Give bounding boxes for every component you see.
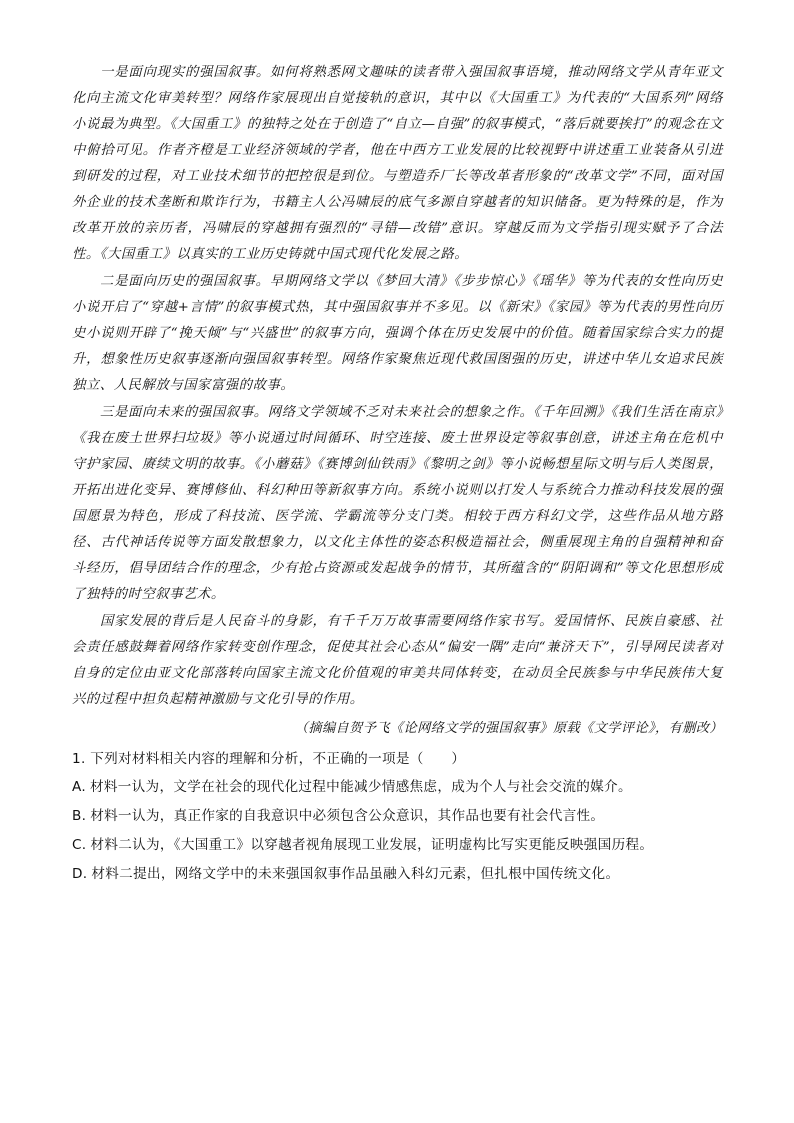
reading-passage: [72, 60, 723, 741]
question-block: [72, 745, 723, 889]
source-citation: （摘编自贺予飞《论网络文学的强国叙事》原载《文学评论》，有删改）: [294, 721, 723, 736]
option-a: [72, 773, 723, 802]
option-c: [72, 831, 723, 860]
option-d: [72, 860, 723, 889]
option-letter: C.: [72, 837, 87, 853]
option-letter: D.: [72, 866, 88, 882]
option-text: 材料二认为，《大国重工》以穿越者视角展现工业发展，证明虚构比写实更能反映强国历程。: [90, 837, 654, 853]
passage-paragraph-3: 三是面向未来的强国叙事。网络文学领域不乏对未来社会的想象之作。《千年回溯》《我们生活在南京》《我在废土世界扫垃圾》等小说通过时间循环、时空连接、废土世界设定等叙事创意，讲述主角在危机中守护家园、赓续文明的故事。《小蘑菇》《赛博剑仙铁雨》《黎明之剑》等小说畅想星际文明与后人类图景，开拓出进化变异、赛博修仙、科幻种田等新叙事方向。系统小说则以打发人与系统合力推动科技发展的强国愿景为特色，形成了科技流、医学流、学霸流等分支门类。相较于西方科幻文学，这些作品从地方路径、古代神话传说等方面发散想象力，以文化主体性的姿态积极造福社会，侧重展现主角的自强精神和奋斗经历，倡导团结合作的理念，少有抢占资源或发起战争的情节，其所蕴含的“阴阳调和”等文化思想形成了独特的时空叙事艺术。: [72, 405, 723, 602]
option-b: [72, 802, 723, 831]
option-letter: A.: [72, 779, 86, 795]
passage-paragraph-2: 二是面向历史的强国叙事。早期网络文学以《梦回大清》《步步惊心》《瑶华》等为代表的女性向历史小说开启了“穿越+言情”的叙事模式热，其中强国叙事并不多见。以《新宋》《家园》等为代表的男性向历史小说则开辟了“挽天倾”与“兴盛世”的叙事方向，强调个体在历史发展中的价值。随着国家综合实力的提升，想象性历史叙事逐渐向强国叙事转型。网络作家聚焦近现代救国图强的历史，讲述中华儿女追求民族独立、人民解放与国家富强的故事。: [72, 274, 723, 393]
option-text: 材料二提出，网络文学中的未来强国叙事作品虽融入科幻元素，但扎根中国传统文化。: [91, 866, 620, 882]
question-stem: 1. 下列对材料相关内容的理解和分析，不正确的一项是（ ）: [72, 751, 466, 767]
document-page: [72, 60, 723, 889]
option-text: 材料一认为，文学在社会的现代化过程中能减少情感焦虑，成为个人与社会交流的媒介。: [89, 779, 632, 795]
option-text: 材料一认为，真正作家的自我意识中必须包含公众意识，其作品也要有社会代言性。: [90, 808, 605, 824]
option-letter: B.: [72, 808, 87, 824]
passage-paragraph-1: 一是面向现实的强国叙事。如何将熟悉网文趣味的读者带入强国叙事语境，推动网络文学从青年亚文化向主流文化审美转型？网络作家展现出自觉接轨的意识，其中以《大国重工》为代表的“大国系列”网络小说最为典型。《大国重工》的独特之处在于创造了“自立—自强”的叙事模式，“落后就要挨打”的观念在文中俯拾可见。作者齐橙是工业经济领域的学者，他在中西方工业发展的比较视野中讲述重工业装备从引进到研发的过程，对工业技术细节的把控很是到位。与塑造乔厂长等改革者形象的“改革文学”不同，面对国外企业的技术垄断和欺诈行为，书籍主人公冯啸辰的底气多源自穿越者的知识储备。更为特殊的是，作为改革开放的亲历者，冯啸辰的穿越拥有强烈的“寻错—改错”意识。穿越反而为文学指引现实赋予了合法性。《大国重工》以真实的工业历史铸就中国式现代化发展之路。: [72, 65, 723, 262]
passage-paragraph-4: 国家发展的背后是人民奋斗的身影，有千千万万故事需要网络作家书写。爱国情怀、民族自豪感、社会责任感鼓舞着网络作家转变创作理念，促使其社会心态从“偏安一隅”走向“兼济天下”，引导网民读者对自身的定位由亚文化部落转向国家主流文化价值观的审美共同体转变，在动员全民族参与中华民族伟大复兴的过程中担负起精神激励与文化引导的作用。: [72, 614, 723, 707]
